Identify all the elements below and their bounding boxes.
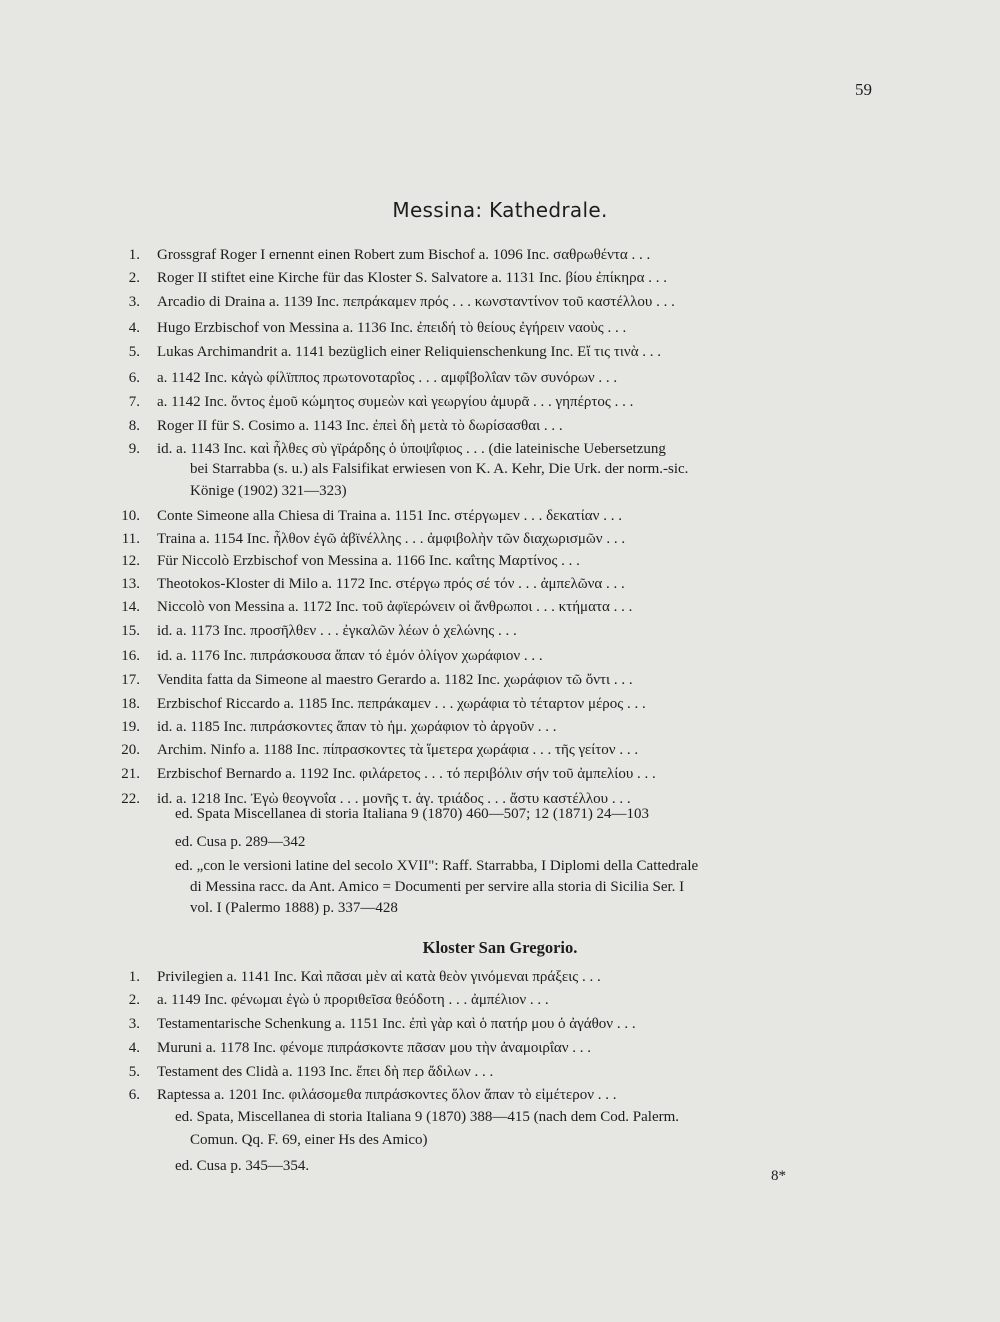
item-text: Conte Simeone alla Chiesa di Traina a. 1151 Inc. στέργωμεν . . . δεκατίαν . . . <box>157 508 622 524</box>
item-text: a. 1149 Inc. φένωμαι ἐγὼ ὑ προριθεῖσα θεόδοτη . . . ἀμπέλιον . . . <box>157 992 549 1008</box>
item-number: 1. <box>128 969 140 985</box>
item-number: 6. <box>128 370 140 386</box>
item-text: Hugo Erzbischof von Messina a. 1136 Inc. ἐπειδή τὸ θείους ἐγήρειν ναοὺς . . . <box>157 320 627 336</box>
edition-text: ed. Cusa p. 289—342 <box>175 834 306 850</box>
item-number: 5. <box>128 344 140 360</box>
continuation-line: di Messina racc. da Ant. Amico = Documenti per servire alla storia di Sicilia Ser. I <box>190 879 685 895</box>
item-number: 2. <box>128 992 140 1008</box>
item-number: 17. <box>121 672 140 688</box>
item-text: id. a. 1176 Inc. πιπράσκουσα ἅπαν τό ἐμόν ὀλίγον χωράφιον . . . <box>157 648 543 664</box>
item-number: 13. <box>121 576 140 592</box>
item-text: Lukas Archimandrit a. 1141 bezüglich einer Reliquienschenkung Inc. Εἴ τις τινὰ . . . <box>157 344 662 360</box>
edition-text: ed. Spata, Miscellanea di storia Italiana 9 (1870) 388—415 (nach dem Cod. Palerm. <box>175 1109 680 1125</box>
item-text: Niccolò von Messina a. 1172 Inc. τοῦ ἀφϊερώνειν οἱ ἄνθρωποι . . . κτήματα . . . <box>157 599 633 615</box>
item-number: 7. <box>128 394 140 410</box>
item-text: id. a. 1173 Inc. προσῆλθεν . . . ἐγκαλῶν λέων ὁ χελώνης . . . <box>157 623 517 639</box>
item-text: Vendita fatta da Simeone al maestro Gerardo a. 1182 Inc. χωράφιον τῶ ὄντι . . . <box>157 672 633 688</box>
item-number: 16. <box>121 648 140 664</box>
signature-mark: 8* <box>771 1168 786 1184</box>
item-text: Archim. Ninfo a. 1188 Inc. πίπρασκοντες τὰ ἵμετερα χωράφια . . . τῆς γείτον . . . <box>157 742 639 758</box>
item-text: Testament des Clidà a. 1193 Inc. ἔπει δὴ περ ἄδιλων . . . <box>157 1064 494 1080</box>
item-number: 20. <box>121 742 140 758</box>
section-heading-gregorio: Kloster San Gregorio. <box>422 938 578 957</box>
item-text: Theotokos-Kloster di Milo a. 1172 Inc. στέργω πρός σέ τόν . . . ἀμπελῶνα . . . <box>157 576 625 592</box>
item-number: 2. <box>128 270 140 286</box>
edition-text: ed. „con le versioni latine del secolo XVII": Raff. Starrabba, I Diplomi della Cattedrale <box>175 858 699 874</box>
item-text: Erzbischof Bernardo a. 1192 Inc. φιλάρετος . . . τό περιβόλιν σήν τοῦ ἀμπελίου . . . <box>157 766 656 782</box>
item-number: 3. <box>128 1016 140 1032</box>
edition-text: ed. Spata Miscellanea di storia Italiana 9 (1870) 460—507; 12 (1871) 24—103 <box>175 806 650 822</box>
continuation-line: Comun. Qq. F. 69, einer Hs des Amico) <box>190 1132 428 1148</box>
item-text: Arcadio di Draina a. 1139 Inc. πεπράκαμεν πρός . . . κωνσταντίνον τοῦ καστέλλου . . . <box>157 294 675 310</box>
item-text: Roger II für S. Cosimo a. 1143 Inc. ἐπεὶ δὴ μετὰ τὸ δωρίσασθαι . . . <box>157 418 563 434</box>
item-number: 21. <box>121 766 140 782</box>
item-number: 10. <box>121 508 140 524</box>
item-text: id. a. 1143 Inc. καὶ ἦλθες σὺ γϊράρδης ὁ ὑποψΐφιος . . . (die lateinische Uebersetzung <box>157 441 666 457</box>
item-number: 4. <box>128 1040 140 1056</box>
item-text: id. a. 1185 Inc. πιπράσκοντες ἅπαν τὸ ἡμ. χωράφιον τὸ ἀργοῦν . . . <box>157 719 557 735</box>
edition-text: ed. Cusa p. 345—354. <box>175 1158 310 1174</box>
item-number: 1. <box>128 247 140 263</box>
item-number: 19. <box>121 719 140 735</box>
item-number: 3. <box>128 294 140 310</box>
item-text: Muruni a. 1178 Inc. φένομε πιπράσκοντε πᾶσαν μου τὴν ἀναμοιρΐαν . . . <box>157 1040 592 1056</box>
continuation-line: vol. I (Palermo 1888) p. 337—428 <box>190 900 398 916</box>
item-text: Roger II stiftet eine Kirche für das Kloster S. Salvatore a. 1131 Inc. βίου ἐπίκηρα . . . <box>157 270 667 286</box>
item-number: 15. <box>121 623 140 639</box>
item-number: 11. <box>121 531 140 547</box>
item-number: 22. <box>121 791 140 807</box>
continuation-line: Könige (1902) 321—323) <box>190 483 347 499</box>
item-number: 12. <box>121 553 140 569</box>
item-text: Testamentarische Schenkung a. 1151 Inc. ἐπὶ γὰρ καὶ ὁ πατήρ μου ὁ ἀγάθον . . . <box>157 1016 636 1032</box>
item-number: 14. <box>121 599 140 615</box>
item-number: 5. <box>128 1064 140 1080</box>
item-text: Traina a. 1154 Inc. ἦλθον ἐγῶ ἀβϊνέλλης . . . ἀμφιβολὴν τῶν διαχωρισμῶν . . . <box>157 531 626 547</box>
item-text: Privilegien a. 1141 Inc. Καὶ πᾶσαι μὲν αἱ κατὰ θεὸν γινόμεναι πράξεις . . . <box>157 969 601 985</box>
page-number: 59 <box>855 80 872 99</box>
item-text: Grossgraf Roger I ernennt einen Robert zum Bischof a. 1096 Inc. σαθρωθέντα . . . <box>157 247 651 263</box>
continuation-line: bei Starrabba (s. u.) als Falsifikat erwiesen von K. A. Kehr, Die Urk. der norm.-sic. <box>190 461 689 477</box>
item-number: 9. <box>128 441 140 457</box>
item-number: 18. <box>121 696 140 712</box>
section-heading-kathedrale: Messina: Kathedrale. <box>392 198 608 222</box>
item-text: a. 1142 Inc. ὄντος ἐμοῦ κώμητος συμεὼν καὶ γεωργίου ἀμυρᾶ . . . γηπέρτος . . . <box>157 394 634 410</box>
item-number: 4. <box>128 320 140 336</box>
item-text: Für Niccolò Erzbischof von Messina a. 1166 Inc. καΐτης Μαρτίνος . . . <box>157 553 580 569</box>
item-text: Raptessa a. 1201 Inc. φιλάσομεθα πιπράσκοντες ὅλον ἅπαν τὸ εἱμέτερον . . . <box>157 1087 617 1103</box>
item-number: 8. <box>128 418 140 434</box>
item-text: a. 1142 Inc. κἀγὼ φίλϊππος πρωτονοταρΐος . . . αμφΐβολΐαν τῶν συνόρων . . . <box>157 370 618 386</box>
item-text: id. a. 1218 Inc. Ἐγὼ θεογνοΐα . . . μονῆς τ. ἁγ. τριάδος . . . ἄστυ καστέλλου . . . <box>157 791 631 807</box>
item-text: Erzbischof Riccardo a. 1185 Inc. πεπράκαμεν . . . χωράφια τὸ τέταρτον μέρος . . . <box>157 696 646 712</box>
item-number: 6. <box>128 1087 140 1103</box>
